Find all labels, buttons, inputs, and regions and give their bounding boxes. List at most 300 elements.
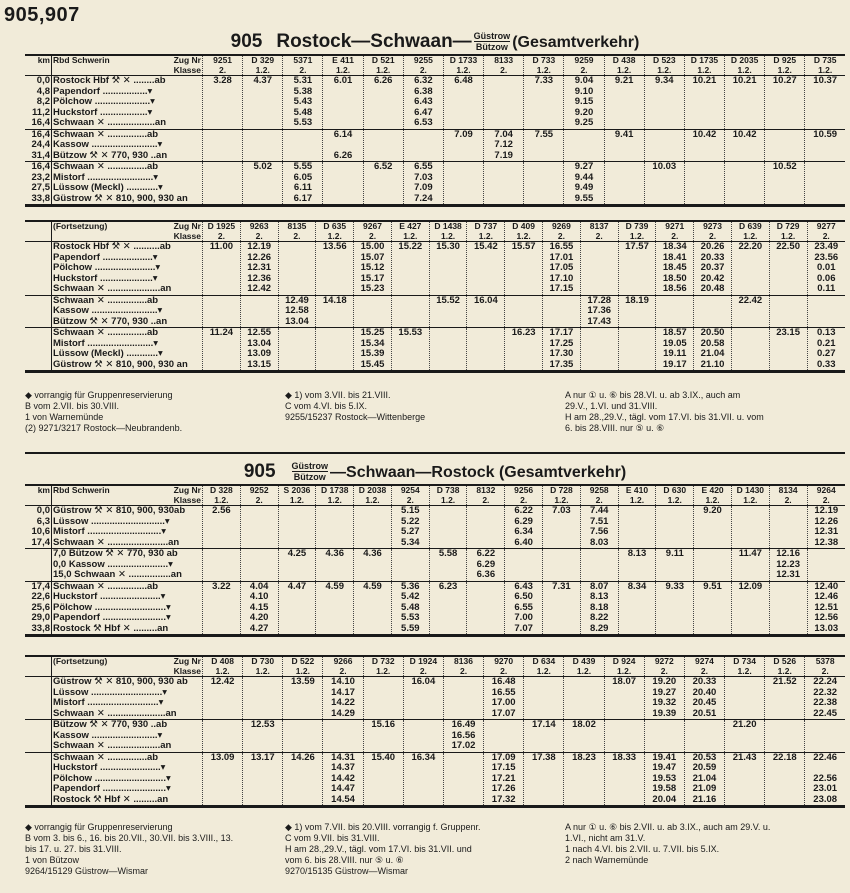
train-number: 8133 2.: [484, 56, 524, 76]
train-number: D 734 1.2.: [725, 657, 765, 677]
departure-times: 21.43: [725, 752, 765, 806]
departure-times: 21.20: [725, 720, 765, 753]
train-number: 9267 2.: [354, 222, 392, 242]
route-segment-row: [25, 752, 845, 806]
departure-times: 4.36: [316, 549, 354, 582]
train-number: 9263 2.: [240, 222, 278, 242]
train-number: 9259 2.: [564, 56, 604, 76]
train-number: 9273 2.: [694, 222, 732, 242]
departure-times: [240, 549, 278, 582]
departure-times: 17.14: [524, 720, 564, 753]
station-header-label: (Fortsetzung): [53, 222, 108, 231]
route-segment-row: [25, 506, 845, 549]
train-number: D 2035 1.2.: [725, 56, 765, 76]
departure-times: 6.32 6.38 6.43 6.47 6.53: [403, 76, 443, 130]
departure-times: 4.25: [278, 549, 316, 582]
train-number: D 1733 1.2.: [443, 56, 483, 76]
km-values: [25, 752, 52, 806]
departure-times: 15.40: [363, 752, 403, 806]
train-number: D 329 1.2.: [243, 56, 283, 76]
departure-times: [391, 549, 429, 582]
train-number: D 634 1.2.: [524, 657, 564, 677]
train-number: 8137 2.: [580, 222, 618, 242]
section-title: 905 $\frac{\text{Güstrow}}{\text{Bützow}}$ —Schwaan—Rostock (Gesamtverkehr): [243, 461, 627, 483]
departure-times: 22.24 22.32 22.38 22.45: [805, 677, 845, 720]
station-list: Güstrow ⚒ ✕ 810, 900, 930ab Lüssow ............................▾ Mistorf ............................▾ Schwaan ✕ .......................an: [52, 506, 203, 549]
station-header-label: (Fortsetzung): [53, 657, 108, 666]
train-number: 9269 2.: [543, 222, 581, 242]
departure-times: 16.34: [403, 752, 443, 806]
km-values: [25, 328, 52, 371]
train-number: D 737 1.2.: [467, 222, 505, 242]
departure-times: [769, 295, 807, 328]
train-number: D 924 1.2.: [604, 657, 644, 677]
km-header: [25, 222, 52, 242]
departure-times: 11.47: [731, 549, 769, 582]
departure-times: [203, 162, 243, 205]
departure-times: [484, 720, 524, 753]
departure-times: 6.55 7.03 7.09 7.24: [403, 162, 443, 205]
departure-times: 7.44 7.51 7.56 8.03: [580, 506, 618, 549]
departure-times: 19.20 19.27 19.32 19.39: [644, 677, 684, 720]
departure-times: 15.52: [429, 295, 467, 328]
departure-times: [725, 677, 765, 720]
section-divider: [25, 452, 845, 454]
departure-times: 22.20: [731, 242, 769, 296]
departure-times: [203, 549, 241, 582]
station-header: [52, 486, 203, 506]
departure-times: 16.55 17.01 17.05 17.10 17.15: [543, 242, 581, 296]
departure-times: 4.47: [278, 581, 316, 635]
departure-times: 13.56: [316, 242, 354, 296]
departure-times: [467, 581, 505, 635]
departure-times: 5.55 6.05 6.11 6.17: [283, 162, 323, 205]
schedule-table: [25, 56, 845, 205]
departure-times: [443, 677, 483, 720]
train-number: 9255 2.: [403, 56, 443, 76]
route-segment-row: [25, 549, 845, 582]
departure-times: [580, 549, 618, 582]
departure-times: 6.43 6.50 6.55 7.00 7.07: [505, 581, 543, 635]
departure-times: 0.13 0.21 0.27 0.33: [807, 328, 845, 371]
train-number: D 925 1.2.: [765, 56, 805, 76]
train-number: D 1430 1.2.: [731, 486, 769, 506]
departure-times: 9.27 9.44 9.49 9.55: [564, 162, 604, 205]
km-values: [25, 549, 52, 582]
legend-line: 1 von Warnemünde: [25, 412, 104, 422]
station-header: [52, 56, 203, 76]
train-number: D 733 1.2.: [524, 56, 564, 76]
departure-times: 14.18: [316, 295, 354, 328]
departure-times: 20.50 20.58 21.04 21.10: [694, 328, 732, 371]
departure-times: [505, 295, 543, 328]
departure-times: 9.04 9.10 9.15 9.20 9.25: [564, 76, 604, 130]
departure-times: [278, 242, 316, 296]
train-number: 8132 2.: [467, 486, 505, 506]
departure-times: 15.25 15.34 15.39 15.45: [354, 328, 392, 371]
departure-times: 5.58: [429, 549, 467, 582]
km-values: [25, 720, 52, 753]
train-number: E 420 1.2.: [694, 486, 732, 506]
departure-times: 23.49 23.56 0.01 0.06 0.11: [807, 242, 845, 296]
departure-times: 6.14 6.26: [323, 129, 363, 162]
departure-times: 6.23: [429, 581, 467, 635]
departure-times: 9.20: [694, 506, 732, 549]
route-segment-row: [25, 76, 845, 130]
train-header-row: [25, 657, 845, 677]
train-number: D 729 1.2.: [769, 222, 807, 242]
train-number: 5371 2.: [283, 56, 323, 76]
departure-times: 16.23: [505, 328, 543, 371]
departure-times: 22.18: [765, 752, 805, 806]
legend-top: [25, 390, 845, 450]
departure-times: 6.22 6.29 6.36: [467, 549, 505, 582]
departure-times: [203, 720, 243, 753]
departure-times: 18.02: [564, 720, 604, 753]
legend-bottom: [25, 822, 845, 890]
timetable-905-northbound-continued: [25, 655, 845, 808]
departure-times: 10.42: [725, 129, 765, 162]
train-number: D 408 1.2.: [203, 657, 243, 677]
departure-times: 10.21: [725, 76, 765, 130]
train-number: 8136 2.: [443, 657, 483, 677]
timetable-905-northbound: [25, 460, 845, 637]
departure-times: 14.31 14.37 14.42 14.47 14.54: [323, 752, 363, 806]
km-values: [25, 677, 52, 720]
departure-times: 18.23: [564, 752, 604, 806]
legend-line: A nur ① u. ⑥ bis 2.VII. u. ab 3.IX., auch am 29.V. u.: [565, 822, 771, 832]
departure-times: 4.36: [354, 549, 392, 582]
train-number: 8134 2.: [769, 486, 807, 506]
departure-times: 6.26: [363, 76, 403, 130]
departure-times: [443, 162, 483, 205]
legend-line: 2 nach Warnemünde: [565, 855, 649, 865]
departure-times: [805, 720, 845, 753]
departure-times: 16.49 16.56 17.02: [443, 720, 483, 753]
departure-times: [363, 129, 403, 162]
train-number: D 730 1.2.: [243, 657, 283, 677]
station-list: Schwaan ✕ ...............ab Mistorf .........................▾ Lüssow (Meckl) ............▾ Güstrow ⚒ ✕ 810, 900, 930 an: [52, 328, 203, 371]
departure-times: 4.59: [316, 581, 354, 635]
legend-line: ◆ vorrangig für Gruppenreservierung: [25, 822, 173, 832]
departure-times: 10.59: [805, 129, 845, 162]
departure-times: [765, 720, 805, 753]
departure-times: [694, 549, 732, 582]
legend-line: 1.VI., nicht am 31.V.: [565, 833, 646, 843]
legend-line: (2) 9271/3217 Rostock—Neubrandenb.: [25, 423, 183, 433]
station-list: Rostock Hbf ⚒ ✕ ........ab Papendorf .................▾ Pölchow .....................▾ Huckstorf ..................▾ Schwaan ✕ ..................an: [52, 76, 203, 130]
departure-times: [484, 162, 524, 205]
schedule-table: [25, 486, 845, 635]
departure-times: 10.37: [805, 76, 845, 130]
departure-times: [240, 506, 278, 549]
departure-times: [604, 162, 644, 205]
departure-times: [243, 677, 283, 720]
departure-times: [316, 506, 354, 549]
schedule-table: [25, 657, 845, 806]
legend-line: ◆ 1) vom 3.VII. bis 21.VIII.: [285, 390, 391, 400]
legend-line: B vom 3. bis 6., 16. bis 20.VII., 30.VII. bis 3.VIII., 13.: [25, 833, 234, 843]
departure-times: 14.26: [283, 752, 323, 806]
departure-times: [543, 295, 581, 328]
timetable-grid: [25, 54, 845, 207]
legend-line: bis 17. u. 27. bis 31.VIII.: [25, 844, 122, 854]
departure-times: 7.03: [543, 506, 581, 549]
station-list: Schwaan ✕ ...............ab Huckstorf .......................▾ Pölchow ...........................▾ Papendorf ........................▾ Rostock ⚒ Hbf ✕ .........an: [52, 752, 203, 806]
departure-times: 16.04: [467, 295, 505, 328]
departure-times: 12.42: [203, 677, 243, 720]
page-number: 905,907: [4, 4, 80, 26]
km-values: 17,4 22,6 25,6 29,0 33,8: [25, 581, 52, 635]
departure-times: [765, 129, 805, 162]
station-list: Schwaan ✕ ...............ab Kassow .........................▾ Bützow ⚒ ✕ 770, 930 ..an: [52, 129, 203, 162]
departure-times: [807, 295, 845, 328]
departure-times: [429, 506, 467, 549]
station-list: Güstrow ⚒ ✕ 810, 900, 930 ab Lüssow ...........................▾ Mistorf ...........................▾ Schwaan ✕ ......................an: [52, 677, 203, 720]
departure-times: [278, 328, 316, 371]
departure-times: 21.52: [765, 677, 805, 720]
departure-times: [354, 295, 392, 328]
departure-times: 17.38: [524, 752, 564, 806]
departure-times: 18.57 19.05 19.11 19.17: [656, 328, 694, 371]
departure-times: [283, 720, 323, 753]
train-number: D 439 1.2.: [564, 657, 604, 677]
departure-times: 9.21: [604, 76, 644, 130]
km-values: 0,0 6,3 10,6 17,4: [25, 506, 52, 549]
legend-line: B vom 2.VII. bis 30.VIII.: [25, 401, 120, 411]
departure-times: [203, 129, 243, 162]
departure-times: 9.33: [656, 581, 694, 635]
train-number: D 735 1.2.: [805, 56, 845, 76]
departure-times: 20.26 20.33 20.37 20.42 20.48: [694, 242, 732, 296]
departure-times: 5.36 5.42 5.48 5.53 5.59: [391, 581, 429, 635]
departure-times: 10.42: [684, 129, 724, 162]
departure-times: 16.48 16.55 17.00 17.07: [484, 677, 524, 720]
departure-times: [354, 506, 392, 549]
train-number: 9264 2.: [807, 486, 845, 506]
route-segment-row: [25, 295, 845, 328]
departure-times: 18.07: [604, 677, 644, 720]
route-segment-row: [25, 581, 845, 635]
departure-times: 9.41: [604, 129, 644, 162]
departure-times: [618, 506, 656, 549]
train-number: D 526 1.2.: [765, 657, 805, 677]
departure-times: 6.48: [443, 76, 483, 130]
train-number: D 739 1.2.: [618, 222, 656, 242]
train-number: E 411 1.2.: [323, 56, 363, 76]
train-header-row: [25, 56, 845, 76]
train-number: 9252 2.: [240, 486, 278, 506]
station-list: Schwaan ✕ ...............ab Kassow .........................▾ Bützow ⚒ ✕ 770, 930 ..an: [52, 295, 203, 328]
departure-times: [243, 129, 283, 162]
departure-times: 13.59: [283, 677, 323, 720]
departure-times: 22.42: [731, 295, 769, 328]
departure-times: 4.37: [243, 76, 283, 130]
train-number-label: Zug Nr Klasse: [173, 56, 201, 75]
legend-line: 6. bis 28.VIII. nur ⑤ u. ⑥: [565, 423, 665, 433]
departure-times: [564, 129, 604, 162]
departure-times: [618, 328, 656, 371]
departure-times: 20.53 20.59 21.04 21.09 21.16: [684, 752, 724, 806]
departure-times: [278, 506, 316, 549]
station-header: [52, 657, 203, 677]
departure-times: 16.04: [403, 677, 443, 720]
departure-times: 8.13: [618, 549, 656, 582]
train-number: 9277 2.: [807, 222, 845, 242]
km-values: [25, 242, 52, 296]
departure-times: 10.21: [684, 76, 724, 130]
train-number: D 1438 1.2.: [429, 222, 467, 242]
departure-times: 9.51: [694, 581, 732, 635]
departure-times: 12.40 12.46 12.51 12.56 13.03: [807, 581, 845, 635]
departure-times: 17.17 17.25 17.30 17.35: [543, 328, 581, 371]
route-segment-row: [25, 162, 845, 205]
departure-times: 22.46 22.56 23.01 23.08: [805, 752, 845, 806]
km-values: 0,0 4,8 8,2 11,2 16,4: [25, 76, 52, 130]
departure-times: [543, 549, 581, 582]
departure-times: [484, 76, 524, 130]
departure-times: 11.24: [203, 328, 241, 371]
km-values: 16,4 24,4 31,4: [25, 129, 52, 162]
legend-line: H am 28.,29.V., tägl. vom 17.VI. bis 31.VII. und: [285, 844, 472, 854]
departure-times: [505, 549, 543, 582]
departure-times: [769, 506, 807, 549]
departure-times: 7.04 7.12 7.19: [484, 129, 524, 162]
departure-times: [604, 720, 644, 753]
departure-times: [403, 720, 443, 753]
departure-times: 17.57: [618, 242, 656, 296]
departure-times: [731, 506, 769, 549]
train-number: D 732 1.2.: [363, 657, 403, 677]
departure-times: [684, 162, 724, 205]
train-number: D 438 1.2.: [604, 56, 644, 76]
departure-times: 4.59: [354, 581, 392, 635]
train-header-row: [25, 222, 845, 242]
legend-line: 1 nach 4.VI. bis 2.VII. u. 7.VII. bis 5.IX.: [565, 844, 720, 854]
departure-times: [283, 129, 323, 162]
station-header-label: Rbd Schwerin: [53, 486, 110, 495]
departure-times: 7.33: [524, 76, 564, 130]
departure-times: [656, 295, 694, 328]
departure-times: 12.09: [731, 581, 769, 635]
train-header-row: [25, 486, 845, 506]
departure-times: 2.56: [203, 506, 241, 549]
legend-line: vom 6. bis 28.VIII. nur ⑤ u. ⑥: [285, 855, 404, 865]
station-list: Schwaan ✕ ...............ab Huckstorf .......................▾ Pölchow ...........................▾ Papendorf ........................▾ Rostock ⚒ Hbf ✕ .........an: [52, 581, 203, 635]
departure-times: 7.55: [524, 129, 564, 162]
departure-times: 17.28 17.36 17.43: [580, 295, 618, 328]
legend-line: C vom 4.VI. bis 5.IX.: [285, 401, 368, 411]
km-values: [25, 295, 52, 328]
timetable-grid: [25, 484, 845, 637]
departure-times: 4.04 4.10 4.15 4.20 4.27: [240, 581, 278, 635]
departure-times: [467, 328, 505, 371]
station-list: Rostock Hbf ⚒ ✕ ..........ab Papendorf ...................▾ Pölchow .......................▾ Huckstorf ....................▾ Schwaan ✕ ....................an: [52, 242, 203, 296]
departure-times: 15.00 15.07 15.12 15.17 15.23: [354, 242, 392, 296]
departure-times: 5.02: [243, 162, 283, 205]
departure-times: [524, 162, 564, 205]
departure-times: 12.16 12.23 12.31: [769, 549, 807, 582]
legend-line: 1 von Bützow: [25, 855, 80, 865]
legend-line: H am 28.,29.V., tägl. vom 17.VI. bis 31.VII. u. vom: [565, 412, 764, 422]
train-number-label: Zug Nr Klasse: [173, 222, 201, 241]
route-segment-row: [25, 328, 845, 371]
departure-times: 10.27: [765, 76, 805, 130]
train-number: 9272 2.: [644, 657, 684, 677]
departure-times: 9.11: [656, 549, 694, 582]
timetable-905-southbound: [25, 30, 845, 207]
route-segment-row: [25, 242, 845, 296]
departure-times: 19.41 19.47 19.53 19.58 20.04: [644, 752, 684, 806]
km-header: km: [25, 56, 52, 76]
departure-times: [467, 506, 505, 549]
departure-times: 15.42: [467, 242, 505, 296]
train-number: D 521 1.2.: [363, 56, 403, 76]
departure-times: 5.31 5.38 5.43 5.48 5.53: [283, 76, 323, 130]
timetable-905-southbound-continued: [25, 220, 845, 373]
train-number: E 427 1.2.: [391, 222, 429, 242]
departure-times: 12.49 12.58 13.04: [278, 295, 316, 328]
departure-times: 23.15: [769, 328, 807, 371]
departure-times: [805, 162, 845, 205]
departure-times: [769, 581, 807, 635]
train-number: E 410 1.2.: [618, 486, 656, 506]
departure-times: 12.53: [243, 720, 283, 753]
route-segment-row: [25, 129, 845, 162]
departure-times: [391, 295, 429, 328]
departure-times: [725, 162, 765, 205]
departure-times: 3.28: [203, 76, 243, 130]
departure-times: 6.22 6.29 6.34 6.40: [505, 506, 543, 549]
legend-line: A nur ① u. ⑥ bis 28.VI. u. ab 3.IX., auch am: [565, 390, 741, 400]
departure-times: 17.09 17.15 17.21 17.26 17.32: [484, 752, 524, 806]
train-number: 9258 2.: [580, 486, 618, 506]
legend-line: 29.V., 1.VI. und 31.VIII.: [565, 401, 658, 411]
train-number: 9266 2.: [323, 657, 363, 677]
departure-times: 15.57: [505, 242, 543, 296]
station-list: 7,0 Bützow ⚒ ✕ 770, 930 ab 0,0 Kassow .......................▾ 15,0 Schwaan ✕ ................an: [52, 549, 203, 582]
train-number: D 328 1.2.: [203, 486, 241, 506]
departure-times: 13.17: [243, 752, 283, 806]
departure-times: 10.52: [765, 162, 805, 205]
train-number: D 1925 2.: [203, 222, 241, 242]
departure-times: 15.22: [391, 242, 429, 296]
departure-times: 12.19 12.26 12.31 12.38: [807, 506, 845, 549]
departure-times: [731, 328, 769, 371]
departure-times: [443, 752, 483, 806]
departure-times: 3.22: [203, 581, 241, 635]
km-header: km: [25, 486, 52, 506]
legend-line: 9264/15129 Güstrow—Wismar: [25, 866, 149, 876]
train-number: D 738 1.2.: [429, 486, 467, 506]
km-values: 16,4 23,2 27,5 33,8: [25, 162, 52, 205]
departure-times: 8.07 8.13 8.18 8.22 8.29: [580, 581, 618, 635]
train-number: 9271 2.: [656, 222, 694, 242]
departure-times: 15.30: [429, 242, 467, 296]
train-number: D 409 1.2.: [505, 222, 543, 242]
station-list: Schwaan ✕ ...............ab Mistorf .........................▾ Lüssow (Meckl) ............▾ Güstrow ⚒ ✕ 810, 900, 930 an: [52, 162, 203, 205]
schedule-table: [25, 222, 845, 371]
train-number: D 1738 1.2.: [316, 486, 354, 506]
departure-times: [203, 295, 241, 328]
legend-line: ◆ 1) vom 7.VII. bis 20.VIII. vorrangig f. Gruppenr.: [285, 822, 481, 832]
departure-times: [323, 162, 363, 205]
train-number: D 635 1.2.: [316, 222, 354, 242]
departure-times: 20.33 20.40 20.45 20.51: [684, 677, 724, 720]
departure-times: 7.09: [443, 129, 483, 162]
departure-times: 15.53: [391, 328, 429, 371]
departure-times: 13.09: [203, 752, 243, 806]
